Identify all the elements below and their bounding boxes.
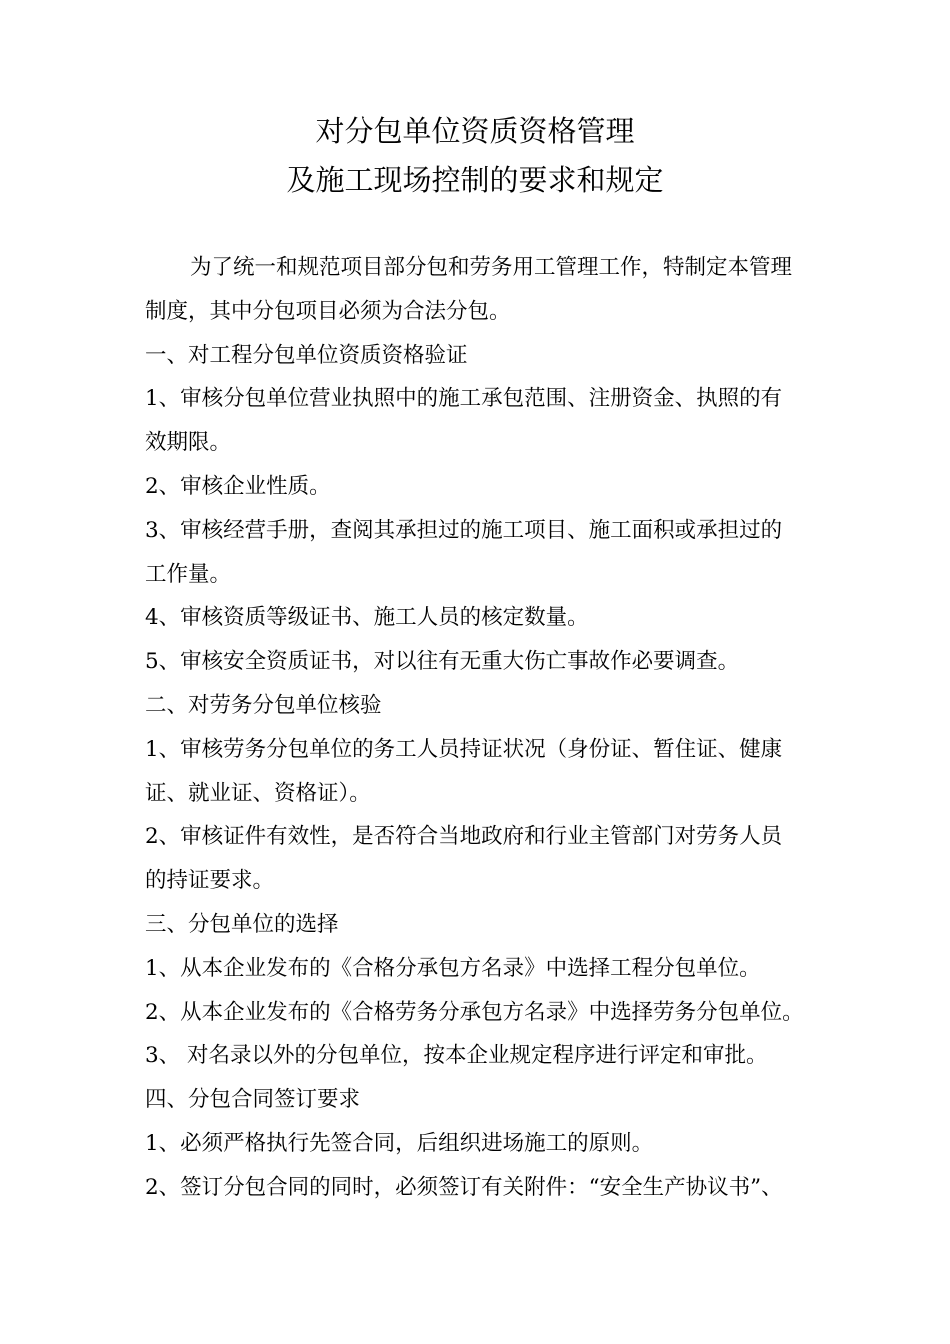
- section-heading: 一、对工程分包单位资质资格验证: [145, 342, 468, 368]
- list-item-line: 5、审核安全资质证书，对以往有无重大伤亡事故作必要调查。: [145, 649, 740, 675]
- document-title-line-1: 对分包单位资质资格管理: [315, 114, 635, 148]
- list-item-line: 3、 对名录以外的分包单位，按本企业规定程序进行评定和审批。: [145, 1043, 768, 1069]
- list-item-line: 2、从本企业发布的《合格劳务分承包方名录》中选择劳务分包单位。: [145, 999, 804, 1025]
- list-item-line: 4、审核资质等级证书、施工人员的核定数量。: [145, 605, 589, 631]
- list-item-line: 2、审核证件有效性，是否符合当地政府和行业主管部门对劳务人员: [145, 824, 783, 850]
- list-item-line: 1、必须严格执行先签合同，后组织进场施工的原则。: [145, 1130, 654, 1156]
- list-item-line: 的持证要求。: [145, 868, 275, 894]
- paragraph-line: 制度，其中分包项目必须为合法分包。: [145, 298, 511, 324]
- list-item-line: 效期限。: [145, 430, 232, 456]
- list-item-line: 1、审核劳务分包单位的务工人员持证状况（身份证、暂住证、健康: [145, 736, 783, 762]
- document-title-line-2: 及施工现场控制的要求和规定: [286, 163, 664, 197]
- list-item-line: 3、审核经营手册，查阅其承担过的施工项目、施工面积或承担过的: [145, 517, 783, 543]
- list-item-line: 2、审核企业性质。: [145, 473, 331, 499]
- list-item-line: 证、就业证、资格证）。: [145, 780, 371, 806]
- list-item-line: 1、审核分包单位营业执照中的施工承包范围、注册资金、执照的有: [145, 386, 783, 412]
- list-item-line: 1、从本企业发布的《合格分承包方名录》中选择工程分包单位。: [145, 955, 761, 981]
- list-item-line: 工作量。: [145, 561, 232, 587]
- section-heading: 三、分包单位的选择: [145, 911, 339, 937]
- list-item-line: 2、签订分包合同的同时，必须签订有关附件：“安全生产协议书”、: [145, 1174, 783, 1200]
- section-heading: 二、对劳务分包单位核验: [145, 692, 382, 718]
- paragraph-line: 为了统一和规范项目部分包和劳务用工管理工作，特制定本管理: [190, 255, 793, 280]
- document-body: [145, 246, 810, 1210]
- section-heading: 四、分包合同签订要求: [145, 1087, 361, 1113]
